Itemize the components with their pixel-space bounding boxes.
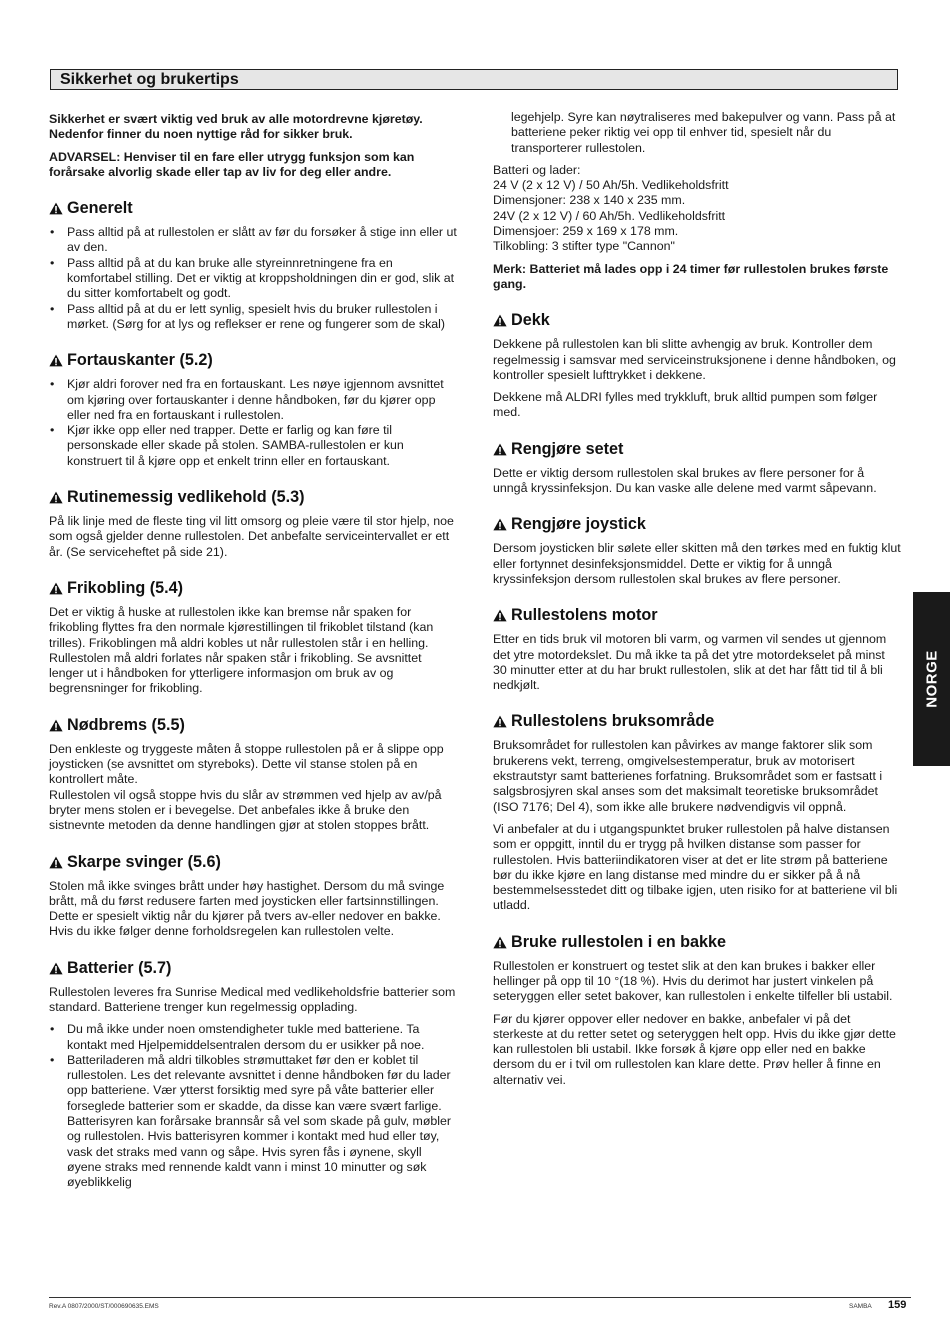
spec-line: Tilkobling: 3 stifter type "Cannon" bbox=[493, 239, 675, 254]
spec-line: Batteri og lader: bbox=[493, 162, 581, 177]
spec-line: 24 V (2 x 12 V) / 50 Ah/5h. Vedlikeholdsfritt bbox=[493, 178, 729, 193]
right-column bbox=[493, 112, 901, 1095]
frikobling-text: Det er viktig å huske at rullestolen ikke kan bremse når spaken for frikobling flyttes fra den normale kjørestillingen til frikoblet tilstand (kan trilles). Frikoblingen må aldri kobles ut når rullestolen står i en helling. Rullestolen må aldri forlates når spaken står i frikobling. Se avsnittet lenger ut i håndboken for ytterligere informasjon om bruk av og begrensninger for frikobling. bbox=[49, 604, 434, 696]
warning-triangle-icon bbox=[49, 719, 63, 732]
list-item: • Kjør aldri forover ned fra en fortauskant. Les nøye igjennom avsnittet om kjøring over fortauskanter i denne håndboken, før du kjører opp eller ned fra en fortauskant i rullestolen. bbox=[49, 377, 459, 423]
heading-bruksomrade: Rullestolens bruksområde bbox=[493, 712, 901, 731]
vedlikehold-text: På lik linje med de fleste ting vil litt omsorg og pleie være til stor hjelp, noe som også gjelder denne rullestolen. Det anbefalte serviceintervallet er ett år. (Se serviceheftet på side 21). bbox=[49, 514, 454, 559]
warning-triangle-icon bbox=[493, 936, 507, 949]
footer-document-ref: Rev.A 0807/2000/ST/000690635.EMS bbox=[49, 1303, 159, 1310]
warning-triangle-icon bbox=[49, 491, 63, 504]
left-column bbox=[49, 112, 459, 1198]
warning-triangle-icon bbox=[49, 582, 63, 595]
warning-triangle-icon bbox=[493, 314, 507, 327]
bruksomrade-text-1: Bruksområdet for rullestolen kan påvirkes av mange faktorer slik som brukerens vekt, terreng, omgivelsestemperatur, bruk av motorisert ekstrautstyr samt batterienes forfatning. Bruksområdet som er fastsatt i salgsbrosjyren skal anses som det maksimalt teoretiske bruksområdet (ISO 7176; Del 4), som ikke alle brukere nødvendigvis vil oppnå. bbox=[493, 738, 883, 814]
heading-bakke: Bruke rullestolen i en bakke bbox=[493, 933, 901, 952]
warning-triangle-icon bbox=[49, 354, 63, 367]
nodbrems-text-2: Rullestolen vil også stoppe hvis du slår av strømmen ved hjelp av av/på bryter mens stolen er i bevegelse. Det anbefales ikke å bruke den sistnevnte metoden da denne handlingen gjør at stolen stoppes brått. bbox=[49, 787, 442, 833]
list-item: • Batteriladeren må aldri tilkobles strømuttaket før den er koblet til rullestolen. Les det relevante avsnittet i denne håndboken før du lader opp batteriene. Vær ytterst forsiktig med syre på våte batterier eller forseglede batterier som er skadde, da disse kan være svært farlige. Batterisyren kan forårsake brannsår så vel som skade på gulv, møbler og rullestolen. Hvis batterisyren kommer i kontakt med hud eller tøy, vask det straks med vann og såpe. Hvis syren fås i øynene, skyll øyene straks med rennende kaldt vann i minst 10 minutter og søk øyeblikkelig bbox=[49, 1053, 459, 1191]
heading-dekk: Dekk bbox=[493, 311, 901, 330]
warning-triangle-icon bbox=[493, 715, 507, 728]
battery-spec bbox=[493, 163, 901, 255]
heading-fortauskanter: Fortauskanter (5.2) bbox=[49, 351, 459, 370]
batterier-item-continued: legehjelp. Syre kan nøytraliseres med bakepulver og vann. Pass på at batteriene peker riktig vei opp til enhver tid, spesielt når du transporterer rullestolen. bbox=[511, 110, 896, 155]
page-number: 159 bbox=[888, 1299, 907, 1311]
generelt-list bbox=[49, 225, 459, 332]
bruksomrade-text-2: Vi anbefaler at du i utgangspunktet bruker rullestolen på halve distansen som er oppgitt, inntil du er trygg på hvilken distanse som passer for rullestolen. Hvis batteriindikatoren viser at det er lite strøm på batteriene bør du ikke kjøre en lang distanse med mindre du er sikker på å nå bestemmelsesstedet ditt og tilbake igjen, uten risiko for at batteriene vil bli utladd. bbox=[493, 821, 898, 913]
warning-triangle-icon bbox=[493, 443, 507, 456]
list-item: • Kjør ikke opp eller ned trapper. Dette er farlig og kan føre til personskade eller skade på stolen. SAMBA-rullestolen er kun konstruert til å kjøre opp et enkelt trinn eller en fortauskant. bbox=[49, 423, 459, 469]
heading-motor: Rullestolens motor bbox=[493, 606, 901, 625]
intro-text: Sikkerhet er svært viktig ved bruk av alle motordrevne kjøretøy. Nedenfor finner du noen nyttige råd for sikker bruk. bbox=[49, 112, 423, 142]
spec-line: Dimensjoner: 238 x 140 x 235 mm. bbox=[493, 193, 686, 208]
fortauskanter-list bbox=[49, 377, 459, 469]
warning-definition: ADVARSEL: Henviser til en fare eller utrygg funksjon som kan forårsake alvorlig skade eller tap av liv for deg eller andre. bbox=[49, 149, 415, 179]
heading-skarpe-svinger: Skarpe svinger (5.6) bbox=[49, 853, 459, 872]
dekk-text-2: Dekkene må ALDRI fylles med trykkluft, bruk alltid pumpen som følger med. bbox=[493, 390, 878, 420]
heading-generelt: Generelt bbox=[49, 199, 459, 218]
footer-product-name: SAMBA bbox=[849, 1303, 872, 1310]
spec-line: Dimensjoer: 259 x 169 x 178 mm. bbox=[493, 224, 679, 239]
warning-triangle-icon bbox=[49, 856, 63, 869]
warning-triangle-icon bbox=[493, 609, 507, 622]
bakke-text-1: Rullestolen er konstruert og testet slik at den kan brukes i bakker eller hellinger på opp til 10 °(18 %). Hvis du derimot har justert vinkelen på seteryggen eller setet bakover, kan rullestolen i enkelte tilfeller bli ustabil. bbox=[493, 958, 893, 1004]
rengjore-setet-text: Dette er viktig dersom rullestolen skal brukes av flere personer for å unngå kryssinfeksjon. Du kan vaske alle delene med varmt såpevann. bbox=[493, 465, 877, 496]
motor-text: Etter en tids bruk vil motoren bli varm, og varmen vil sendes ut gjennom det ytre motordekslet. Du må ikke ta på det ytre motordekselet på minst 30 minutter etter at du har brukt rullestolen, slik at det har fått tid til å bli nedkjølt. bbox=[493, 632, 887, 693]
heading-rengjore-setet: Rengjøre setet bbox=[493, 440, 901, 459]
footer-divider bbox=[49, 1297, 911, 1298]
heading-rengjore-joystick: Rengjøre joystick bbox=[493, 515, 901, 534]
spec-line: 24V (2 x 12 V) / 60 Ah/5h. Vedlikeholdsfritt bbox=[493, 208, 726, 223]
batterier-list bbox=[49, 1022, 459, 1190]
heading-vedlikehold: Rutinemessig vedlikehold (5.3) bbox=[49, 488, 459, 507]
nodbrems-text-1: Den enkleste og tryggeste måten å stoppe rullestolen på er å slippe opp joysticken (se avsnittet om styreboks). Dette vil stanse stolen på en kontrollert måte. bbox=[49, 741, 444, 787]
dekk-text-1: Dekkene på rullestolen kan bli slitte avhengig av bruk. Kontroller dem regelmessig i samsvar med serviceinstruksjonene i denne håndboken, og kontroller spesielt lufttrykket i dekkene. bbox=[493, 337, 896, 382]
batterier-text: Rullestolen leveres fra Sunrise Medical med vedlikeholdsfrie batterier som standard. Batteriene trenger kun regelmessig opplading. bbox=[49, 984, 456, 1014]
heading-frikobling: Frikobling (5.4) bbox=[49, 579, 459, 598]
warning-triangle-icon bbox=[493, 518, 507, 531]
rengjore-joystick-text: Dersom joysticken blir sølete eller skitten må den tørkes med en fuktig klut eller fortynnet desinfeksjonsmiddel. Dette er viktig for å unngå kryssinfeksjon dersom rullestolen skal brukes av flere personer. bbox=[493, 541, 901, 586]
heading-nodbrems: Nødbrems (5.5) bbox=[49, 716, 459, 735]
warning-triangle-icon bbox=[49, 962, 63, 975]
section-title-bar bbox=[50, 69, 898, 90]
list-item: • Du må ikke under noen omstendigheter tukle med batteriene. Ta kontakt med Hjelpemiddelsentralen dersom du er usikker på noe. bbox=[49, 1022, 459, 1053]
language-tab-label: NORGE bbox=[923, 650, 940, 708]
list-item: • Pass alltid på at du kan bruke alle styreinnretningene fra en komfortabel stilling. Det er viktig at kroppsholdningen din er god, slik at du sitter komfortabelt og godt. bbox=[49, 256, 459, 302]
list-item: • Pass alltid på at du er lett synlig, spesielt hvis du bruker rullestolen i mørket. (Sørg for at lys og reflekser er rene og fungerer som de skal) bbox=[49, 302, 459, 333]
list-item: • Pass alltid på at rullestolen er slått av før du forsøker å stige inn eller ut av den. bbox=[49, 225, 459, 256]
svinger-text: Stolen må ikke svinges brått under høy hastighet. Dersom du må svinge brått, må du først redusere farten med joysticken eller fartsinnstillingen. Dette er spesielt viktig når du kjører på tvers av-eller nedover en bakke. Hvis du ikke følger denne forholdsregelen kan rullestolen velte. bbox=[49, 878, 445, 939]
bakke-text-2: Før du kjører oppover eller nedover en bakke, anbefaler vi på det sterkeste at du retter setet og seteryggen helt opp. Hvis du ikke gjør dette kan rullestolen bli ustabil. Ikke forsøk å kjøre opp eller ned en bakke dersom du er i tvil om rullestolen kan klare dette. Prøv heller å finne en alternativ vei. bbox=[493, 1011, 896, 1087]
warning-triangle-icon bbox=[49, 202, 63, 215]
language-tab bbox=[913, 592, 950, 766]
heading-batterier: Batterier (5.7) bbox=[49, 959, 459, 978]
battery-note: Merk: Batteriet må lades opp i 24 timer før rullestolen brukes første gang. bbox=[493, 261, 889, 291]
page-title: Sikkerhet og brukertips bbox=[60, 71, 239, 88]
